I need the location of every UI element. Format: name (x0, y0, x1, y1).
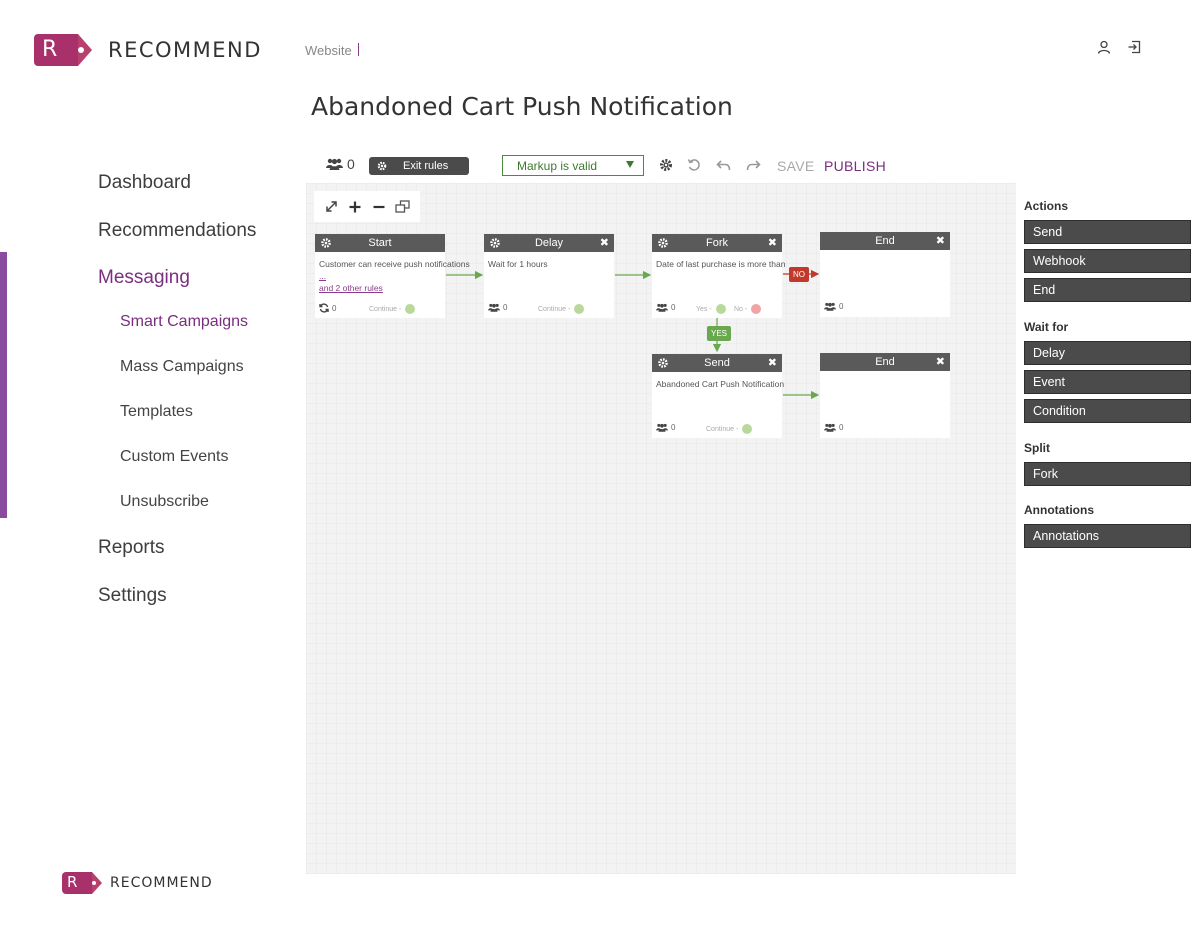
palette-item-annotations[interactable]: Annotations (1024, 524, 1191, 548)
node-rule-text: Date of last purchase is more than (656, 259, 786, 269)
publish-button[interactable]: PUBLISH (824, 158, 887, 174)
user-icon[interactable] (1097, 40, 1115, 58)
node-title: Send (704, 357, 730, 369)
node-title: Delay (534, 237, 564, 249)
nav-subitem-unsubscribe[interactable]: Unsubscribe (120, 493, 209, 510)
node-other-rules-link[interactable]: and 2 other rules (319, 283, 383, 293)
footer-logo-mark: R (62, 872, 102, 894)
palette-heading-actions: Actions (1024, 199, 1069, 213)
redo-icon[interactable] (746, 158, 761, 173)
close-icon[interactable]: ✖ (935, 356, 945, 368)
nav-subitem-mass-campaigns[interactable]: Mass Campaigns (120, 358, 244, 375)
node-rule-text: Wait for 1 hours (488, 259, 548, 269)
node-header[interactable] (315, 234, 445, 252)
zoom-in-icon[interactable] (347, 199, 363, 215)
logout-icon[interactable] (1127, 40, 1145, 58)
close-icon[interactable]: ✖ (935, 235, 945, 247)
node-count: 0 (488, 303, 507, 312)
node-title: Start (368, 237, 392, 249)
palette-item-delay[interactable]: Delay (1024, 341, 1191, 365)
users-icon (326, 158, 343, 170)
flow-node-end[interactable] (820, 232, 950, 317)
users-icon (488, 303, 500, 312)
sidebar-active-indicator (0, 252, 7, 518)
gear-icon[interactable] (657, 357, 669, 369)
port-dot[interactable] (405, 304, 415, 314)
loop-icon (319, 303, 329, 313)
zoom-controls (314, 191, 420, 222)
page-title: Abandoned Cart Push Notification (311, 92, 733, 121)
gear-icon[interactable] (659, 158, 674, 173)
node-title: Fork (706, 237, 728, 249)
back-icon[interactable] (716, 158, 731, 173)
expand-icon[interactable] (324, 199, 340, 215)
nav-subitem-templates[interactable]: Templates (120, 403, 193, 420)
node-rule-text: Customer can receive push notifications (319, 259, 470, 269)
node-more-ellipsis[interactable]: ... (319, 271, 327, 281)
markup-status-value: Markup is valid (517, 158, 598, 173)
nav-subitem-smart-campaigns[interactable]: Smart Campaigns (120, 313, 249, 330)
footer-logo (62, 872, 213, 894)
gear-icon[interactable] (320, 237, 332, 249)
flow-node-end[interactable] (820, 353, 950, 438)
node-count: 0 (656, 303, 675, 312)
chevron-down-icon (626, 161, 634, 168)
logo-mark: R (34, 34, 92, 66)
close-icon[interactable]: ✖ (767, 357, 777, 369)
port-dot[interactable] (742, 424, 752, 434)
node-header[interactable] (484, 234, 614, 252)
node-header[interactable] (820, 353, 950, 371)
site-selector[interactable] (305, 43, 359, 58)
close-icon[interactable]: ✖ (599, 237, 609, 249)
flow-canvas[interactable] (306, 183, 1016, 874)
zoom-out-icon[interactable] (371, 199, 387, 215)
users-icon (656, 423, 668, 432)
node-yes-port[interactable]: Yes - (696, 304, 726, 314)
node-header[interactable] (652, 234, 782, 252)
node-header[interactable] (652, 354, 782, 372)
node-continue-port[interactable]: Continue - (538, 304, 584, 314)
palette-heading-annotations: Annotations (1024, 503, 1094, 517)
node-count: 0 (656, 423, 675, 432)
nav-item-dashboard[interactable]: Dashboard (98, 172, 191, 193)
branch-yes-badge: YES (707, 326, 731, 341)
flow-node-delay[interactable] (484, 234, 614, 318)
palette-item-condition[interactable]: Condition (1024, 399, 1191, 423)
gear-icon (377, 161, 387, 171)
nav-item-messaging[interactable]: Messaging (98, 267, 190, 288)
palette-item-fork[interactable]: Fork (1024, 462, 1191, 486)
node-count: 0 (319, 303, 336, 313)
fit-icon[interactable] (394, 199, 410, 215)
nav-item-recommendations[interactable]: Recommendations (98, 220, 257, 241)
palette-item-send[interactable]: Send (1024, 220, 1191, 244)
footer-logo-text: RECOMMEND (110, 875, 213, 891)
palette-item-webhook[interactable]: Webhook (1024, 249, 1191, 273)
save-button[interactable]: SAVE (777, 158, 815, 174)
node-count: 0 (824, 302, 843, 311)
node-rule-text: Abandoned Cart Push Notification (656, 379, 785, 389)
gear-icon[interactable] (489, 237, 501, 249)
users-icon (824, 423, 836, 432)
undo-icon[interactable] (687, 158, 702, 173)
node-continue-port[interactable]: Continue - (706, 424, 752, 434)
gear-icon[interactable] (657, 237, 669, 249)
users-icon (824, 302, 836, 311)
palette-heading-wait-for: Wait for (1024, 320, 1069, 334)
audience-count (326, 156, 355, 172)
branch-no-badge: NO (789, 267, 809, 282)
port-dot[interactable] (574, 304, 584, 314)
markup-status-dropdown[interactable] (502, 155, 644, 176)
flow-node-start[interactable] (315, 234, 470, 318)
node-continue-port[interactable]: Continue - (369, 304, 415, 314)
exit-rules-label: Exit rules (403, 160, 449, 172)
node-title: End (875, 356, 895, 368)
users-icon (656, 303, 668, 312)
node-header[interactable] (820, 232, 950, 250)
logo-text: RECOMMEND (108, 38, 262, 62)
palette-heading-split: Split (1024, 441, 1050, 455)
palette-item-end[interactable]: End (1024, 278, 1191, 302)
node-title: End (875, 235, 895, 247)
close-icon[interactable]: ✖ (767, 237, 777, 249)
site-caret (358, 43, 359, 56)
brand-logo[interactable] (34, 34, 262, 66)
flow-node-fork[interactable] (652, 234, 786, 318)
exit-rules-button[interactable] (369, 157, 469, 175)
flow-node-send[interactable] (652, 354, 785, 438)
nav-item-settings[interactable]: Settings (98, 585, 167, 606)
site-label: Website (305, 43, 352, 58)
node-no-port[interactable]: No - (734, 304, 761, 314)
audience-count-value: 0 (347, 156, 355, 172)
palette-item-event[interactable]: Event (1024, 370, 1191, 394)
port-dot[interactable] (716, 304, 726, 314)
nav-item-reports[interactable]: Reports (98, 537, 165, 558)
node-count: 0 (824, 423, 843, 432)
nav-subitem-custom-events[interactable]: Custom Events (120, 448, 229, 465)
port-dot[interactable] (751, 304, 761, 314)
